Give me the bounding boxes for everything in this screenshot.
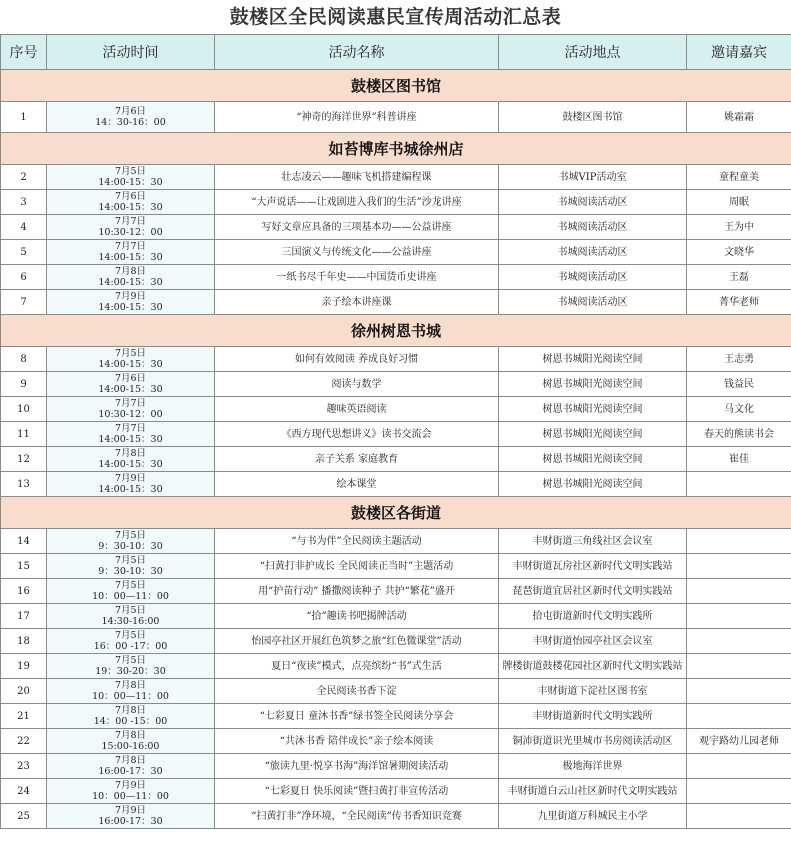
cell-guest — [687, 679, 791, 704]
cell-time — [47, 397, 215, 422]
cell-guest — [687, 779, 791, 804]
cell-guest: 王志勇 — [687, 347, 791, 372]
cell-activity-name: 一纸书尽千年史——中国货币史讲座 — [215, 265, 499, 290]
cell-date: 7月5日 — [114, 605, 147, 616]
header-guest: 邀请嘉宾 — [687, 35, 791, 70]
cell-activity-name: “神奇的海洋世界”科普讲座 — [215, 102, 499, 133]
cell-seq: 11 — [1, 422, 47, 447]
cell-time — [47, 102, 215, 133]
cell-activity-name: 写好文章应具备的三项基本功——公益讲座 — [215, 215, 499, 240]
cell-hours: 16:00-17：30 — [98, 766, 163, 777]
activity-table — [0, 34, 791, 829]
cell-activity-name: 亲子绘本讲座课 — [215, 290, 499, 315]
cell-time — [47, 165, 215, 190]
section-header-row — [1, 70, 791, 102]
cell-activity-name: “七彩夏日 童沐书香”绿书签全民阅读分享会 — [215, 704, 499, 729]
cell-seq: 21 — [1, 704, 47, 729]
cell-activity-name: 阅读与数学 — [215, 372, 499, 397]
cell-place: 丰财街道怡园亭社区会议室 — [499, 629, 687, 654]
cell-time — [47, 729, 215, 754]
cell-place: 牌楼街道鼓楼花园社区新时代文明实践站 — [499, 654, 687, 679]
cell-seq: 3 — [1, 190, 47, 215]
cell-hours: 14:00-15：30 — [98, 302, 163, 313]
section-header-row — [1, 133, 791, 165]
cell-date: 7月8日 — [114, 448, 147, 459]
cell-hours: 14:00-15：30 — [98, 177, 163, 188]
cell-time — [47, 372, 215, 397]
cell-hours: 10:30-12：00 — [98, 227, 163, 238]
cell-hours: 14：30-16：00 — [95, 117, 166, 128]
cell-time — [47, 654, 215, 679]
cell-activity-name: 三国演义与传统文化——公益讲座 — [215, 240, 499, 265]
cell-activity-name: 怡园亭社区开展红色筑梦之旅“红色微课堂”活动 — [215, 629, 499, 654]
cell-activity-name: 亲子关系 家庭教育 — [215, 447, 499, 472]
cell-seq: 22 — [1, 729, 47, 754]
cell-hours: 10:30-12：00 — [98, 409, 163, 420]
cell-guest: 菁华老师 — [687, 290, 791, 315]
cell-date: 7月8日 — [114, 680, 147, 691]
cell-date: 7月5日 — [114, 555, 147, 566]
cell-activity-name: “七彩夏日 快乐阅读”暨扫黄打非宣传活动 — [215, 779, 499, 804]
table-row — [1, 102, 791, 133]
cell-hours: 9：30-10：30 — [98, 566, 163, 577]
cell-activity-name: “旅读九里·悦享书海”海洋馆暑期阅读活动 — [215, 754, 499, 779]
cell-seq: 18 — [1, 629, 47, 654]
cell-activity-name: 用“护苗行动” 播撒阅读种子 共护“繁花”盛开 — [215, 579, 499, 604]
table-row — [1, 265, 791, 290]
cell-seq: 25 — [1, 804, 47, 829]
cell-date: 7月8日 — [114, 730, 147, 741]
section-title: 如苔博库书城徐州店 — [1, 133, 791, 165]
cell-seq: 13 — [1, 472, 47, 497]
section-title: 鼓楼区各街道 — [1, 497, 791, 529]
cell-seq: 17 — [1, 604, 47, 629]
table-row — [1, 679, 791, 704]
cell-hours: 14:00-15：30 — [98, 384, 163, 395]
cell-guest: 文晓华 — [687, 240, 791, 265]
cell-activity-name: “大声说话——让戏剧进入我们的生活”沙龙讲座 — [215, 190, 499, 215]
cell-seq: 24 — [1, 779, 47, 804]
table-row — [1, 372, 791, 397]
cell-place: 书城阅读活动区 — [499, 290, 687, 315]
cell-hours: 14:00-15：30 — [98, 484, 163, 495]
cell-time — [47, 604, 215, 629]
cell-date: 7月6日 — [114, 106, 147, 117]
cell-hours: 16：00 -17：00 — [93, 641, 168, 652]
cell-date: 7月8日 — [114, 755, 147, 766]
table-row — [1, 165, 791, 190]
cell-time — [47, 554, 215, 579]
cell-guest — [687, 629, 791, 654]
cell-date: 7月9日 — [114, 805, 147, 816]
cell-guest — [687, 604, 791, 629]
table-row — [1, 704, 791, 729]
cell-hours: 14:00-15：30 — [98, 277, 163, 288]
cell-date: 7月7日 — [114, 398, 147, 409]
cell-seq: 14 — [1, 529, 47, 554]
cell-place: 拾屯街道新时代文明实践所 — [499, 604, 687, 629]
cell-time — [47, 347, 215, 372]
table-row — [1, 240, 791, 265]
cell-hours: 16:00-17：30 — [98, 816, 163, 827]
cell-place: 丰财街道下淀社区图书室 — [499, 679, 687, 704]
section-header-row — [1, 315, 791, 347]
cell-guest: 钱益民 — [687, 372, 791, 397]
section-title: 徐州树恩书城 — [1, 315, 791, 347]
cell-hours: 14:30-16:00 — [101, 616, 160, 627]
cell-seq: 16 — [1, 579, 47, 604]
cell-guest — [687, 529, 791, 554]
cell-guest: 马文化 — [687, 397, 791, 422]
cell-place: 九里街道万科城民主小学 — [499, 804, 687, 829]
cell-hours: 10：00—11：00 — [92, 691, 169, 702]
cell-time — [47, 447, 215, 472]
cell-activity-name: 《西方现代思想讲义》读书交流会 — [215, 422, 499, 447]
cell-seq: 7 — [1, 290, 47, 315]
table-row — [1, 779, 791, 804]
cell-seq: 9 — [1, 372, 47, 397]
cell-seq: 15 — [1, 554, 47, 579]
cell-date: 7月5日 — [114, 630, 147, 641]
table-row — [1, 729, 791, 754]
cell-time — [47, 754, 215, 779]
cell-hours: 14:00-15：30 — [98, 434, 163, 445]
cell-place: 丰财街道新时代文明实践所 — [499, 704, 687, 729]
cell-time — [47, 265, 215, 290]
cell-guest — [687, 579, 791, 604]
table-row — [1, 422, 791, 447]
cell-time — [47, 779, 215, 804]
section-title: 鼓楼区图书馆 — [1, 70, 791, 102]
cell-time — [47, 190, 215, 215]
cell-time — [47, 704, 215, 729]
cell-place: 书城阅读活动区 — [499, 240, 687, 265]
cell-date: 7月6日 — [114, 373, 147, 384]
cell-guest — [687, 554, 791, 579]
cell-activity-name: “与书为伴”全民阅读主题活动 — [215, 529, 499, 554]
cell-time — [47, 215, 215, 240]
table-body — [1, 70, 791, 829]
cell-activity-name: “共沐书香 陪伴成长”亲子绘本阅读 — [215, 729, 499, 754]
cell-seq: 6 — [1, 265, 47, 290]
section-header-row — [1, 497, 791, 529]
cell-place: 极地海洋世界 — [499, 754, 687, 779]
cell-guest — [687, 704, 791, 729]
cell-place: 树恩书城阳光阅读空间 — [499, 372, 687, 397]
cell-seq: 2 — [1, 165, 47, 190]
cell-hours: 10：00—11：00 — [92, 591, 169, 602]
cell-guest — [687, 754, 791, 779]
table-row — [1, 472, 791, 497]
cell-time — [47, 679, 215, 704]
table-row — [1, 579, 791, 604]
cell-time — [47, 422, 215, 447]
cell-guest: 春天的熊读书会 — [687, 422, 791, 447]
cell-hours: 14:00-15：30 — [98, 459, 163, 470]
cell-activity-name: “扫黄打非护成长 全民阅读正当时”主题活动 — [215, 554, 499, 579]
cell-seq: 8 — [1, 347, 47, 372]
table-row — [1, 804, 791, 829]
cell-time — [47, 529, 215, 554]
cell-hours: 14:00-15：30 — [98, 359, 163, 370]
cell-time — [47, 804, 215, 829]
cell-place: 丰财街道三角线社区会议室 — [499, 529, 687, 554]
cell-seq: 12 — [1, 447, 47, 472]
cell-place: 树恩书城阳光阅读空间 — [499, 422, 687, 447]
cell-seq: 4 — [1, 215, 47, 240]
cell-place: 书城阅读活动区 — [499, 265, 687, 290]
cell-activity-name: 夏日“夜读”模式，点亮缤纷“书”式生活 — [215, 654, 499, 679]
cell-place: 铜沛街道识光里城市书房阅读活动区 — [499, 729, 687, 754]
cell-date: 7月5日 — [114, 166, 147, 177]
table-row — [1, 554, 791, 579]
cell-date: 7月8日 — [114, 266, 147, 277]
cell-date: 7月6日 — [114, 191, 147, 202]
cell-time — [47, 629, 215, 654]
cell-date: 7月5日 — [114, 655, 147, 666]
table-row — [1, 397, 791, 422]
cell-hours: 9：30-10：30 — [98, 541, 163, 552]
cell-guest: 观宇路幼儿园老师 — [687, 729, 791, 754]
cell-place: 书城VIP活动室 — [499, 165, 687, 190]
header-name: 活动名称 — [215, 35, 499, 70]
header-place: 活动地点 — [499, 35, 687, 70]
cell-date: 7月7日 — [114, 216, 147, 227]
cell-date: 7月5日 — [114, 580, 147, 591]
cell-guest: 崔佳 — [687, 447, 791, 472]
cell-guest: 周眠 — [687, 190, 791, 215]
table-row — [1, 190, 791, 215]
cell-date: 7月8日 — [114, 705, 147, 716]
table-header-row — [1, 35, 791, 70]
cell-place: 树恩书城阳光阅读空间 — [499, 397, 687, 422]
cell-seq: 19 — [1, 654, 47, 679]
cell-hours: 14:00-15：30 — [98, 202, 163, 213]
cell-activity-name: 全民阅读书香下淀 — [215, 679, 499, 704]
cell-guest — [687, 804, 791, 829]
cell-date: 7月5日 — [114, 348, 147, 359]
cell-seq: 20 — [1, 679, 47, 704]
table-row — [1, 754, 791, 779]
cell-place: 鼓楼区图书馆 — [499, 102, 687, 133]
cell-time — [47, 240, 215, 265]
page-title: 鼓楼区全民阅读惠民宣传周活动汇总表 — [229, 6, 562, 28]
cell-date: 7月9日 — [114, 473, 147, 484]
cell-seq: 23 — [1, 754, 47, 779]
table-row — [1, 447, 791, 472]
cell-place: 丰财街道瓦房社区新时代文明实践站 — [499, 554, 687, 579]
header-time: 活动时间 — [47, 35, 215, 70]
cell-hours: 10：00—11：00 — [92, 791, 169, 802]
cell-guest: 王为中 — [687, 215, 791, 240]
cell-place: 书城阅读活动区 — [499, 190, 687, 215]
cell-hours: 15:00-16:00 — [101, 741, 160, 752]
cell-seq: 1 — [1, 102, 47, 133]
cell-hours: 14:00-15：30 — [98, 252, 163, 263]
table-row — [1, 604, 791, 629]
cell-guest: 王磊 — [687, 265, 791, 290]
table-row — [1, 215, 791, 240]
header-seq: 序号 — [1, 35, 47, 70]
cell-activity-name: 壮志凌云——趣味飞机搭建编程课 — [215, 165, 499, 190]
cell-time — [47, 472, 215, 497]
cell-place: 树恩书城阳光阅读空间 — [499, 472, 687, 497]
cell-time — [47, 579, 215, 604]
cell-activity-name: 绘本课堂 — [215, 472, 499, 497]
cell-guest: 姚霜霜 — [687, 102, 791, 133]
cell-guest: 童程童美 — [687, 165, 791, 190]
cell-guest — [687, 654, 791, 679]
cell-place: 琵琶街道宜居社区新时代文明实践站 — [499, 579, 687, 604]
cell-date: 7月9日 — [114, 780, 147, 791]
table-row — [1, 529, 791, 554]
cell-date: 7月7日 — [114, 423, 147, 434]
cell-place: 树恩书城阳光阅读空间 — [499, 347, 687, 372]
cell-activity-name: 趣味英语阅读 — [215, 397, 499, 422]
cell-seq: 5 — [1, 240, 47, 265]
cell-activity-name: “扫黄打非”净环境，“全民阅读”传书香知识竞赛 — [215, 804, 499, 829]
cell-place: 树恩书城阳光阅读空间 — [499, 447, 687, 472]
cell-date: 7月7日 — [114, 241, 147, 252]
table-row — [1, 654, 791, 679]
cell-seq: 10 — [1, 397, 47, 422]
table-row — [1, 290, 791, 315]
cell-activity-name: “拾”趣读书吧揭牌活动 — [215, 604, 499, 629]
cell-hours: 19：30-20：30 — [95, 666, 166, 677]
cell-activity-name: 如何有效阅读 养成良好习惯 — [215, 347, 499, 372]
cell-hours: 14：00 -15：00 — [93, 716, 168, 727]
cell-date: 7月5日 — [114, 530, 147, 541]
table-row — [1, 347, 791, 372]
cell-date: 7月9日 — [114, 291, 147, 302]
cell-place: 丰财街道白云山社区新时代文明实践站 — [499, 779, 687, 804]
cell-guest — [687, 472, 791, 497]
cell-place: 书城阅读活动区 — [499, 215, 687, 240]
cell-time — [47, 290, 215, 315]
table-row — [1, 629, 791, 654]
